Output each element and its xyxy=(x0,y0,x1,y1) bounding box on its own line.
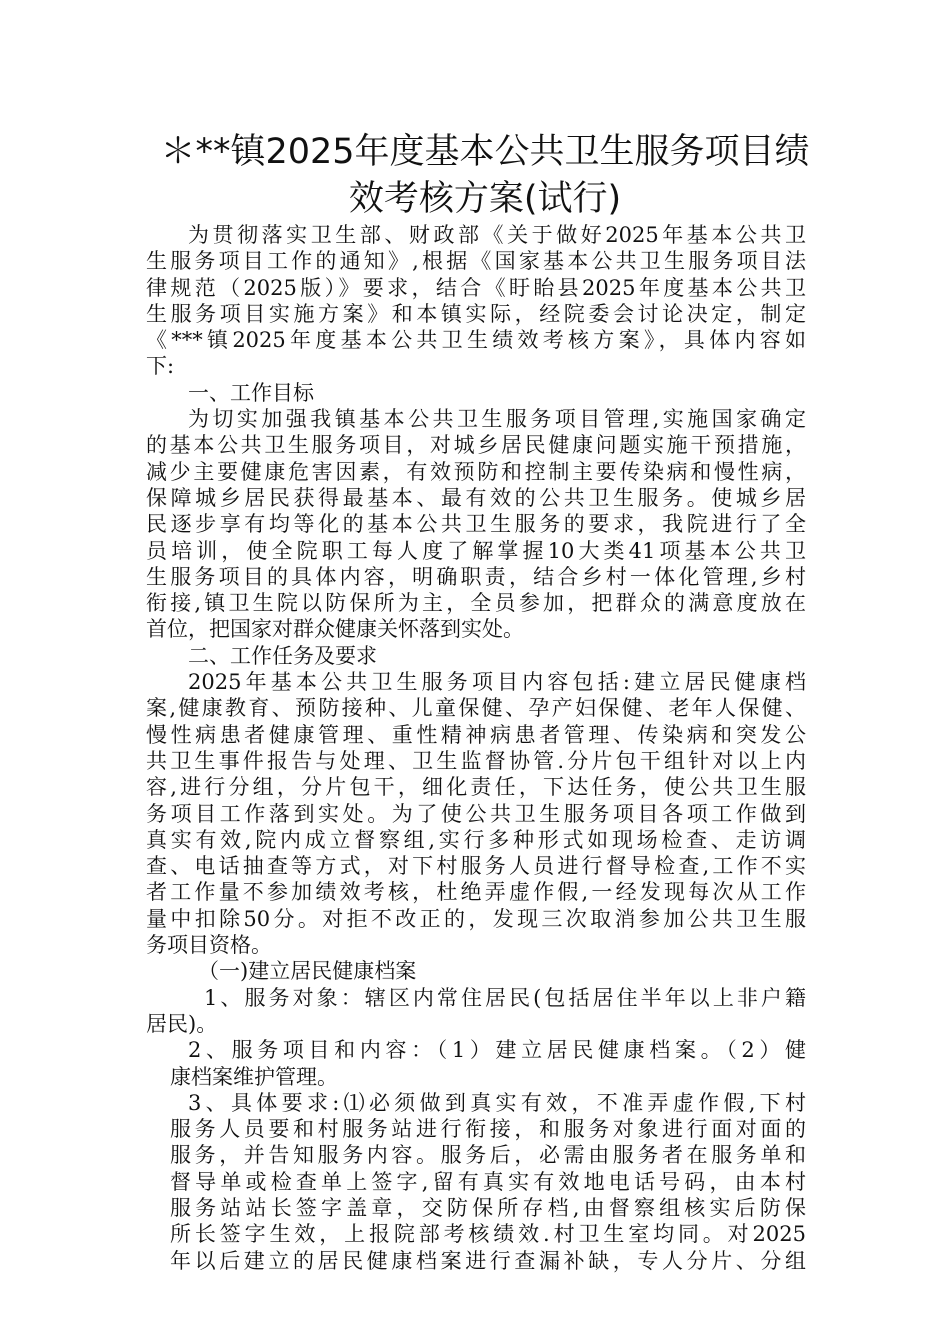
document-body xyxy=(146,222,806,1274)
text-line: 民逐步享有均等化的基本公共卫生服务的要求，我院进行了全 xyxy=(146,512,806,537)
item-3-paragraph xyxy=(146,1090,806,1274)
text-line: 《***镇2025年度基本公共卫生绩效考核方案》，具体内容如 xyxy=(146,328,806,353)
text-line: 首位，把国家对群众健康关怀落到实处。 xyxy=(146,617,524,642)
text-line: 衔接,镇卫生院以防保所为主，全员参加，把群众的满意度放在 xyxy=(146,591,806,616)
text-line: 居民)。 xyxy=(146,1011,218,1036)
text-line: 所长签字生效，上报院部考核绩效.村卫生室均同。对2025 xyxy=(170,1222,806,1247)
document-title-line-1: ＊**镇2025年度基本公共卫生服务项目绩 xyxy=(160,132,810,172)
text-line: 案,健康教育、预防接种、儿童保健、孕产妇保健、老年人保健、 xyxy=(146,696,806,721)
item-1-paragraph xyxy=(146,985,806,1038)
text-line: 减少主要健康危害因素，有效预防和控制主要传染病和慢性病， xyxy=(146,459,806,484)
text-line: 务项目资格。 xyxy=(146,933,272,958)
text-line: 生服务项目的具体内容，明确职责，结合乡村一体化管理,乡村 xyxy=(146,564,806,589)
text-line: 2、服务项目和内容：（1）建立居民健康档案。（2）健 xyxy=(188,1038,806,1063)
subsection-heading: （一)建立居民健康档案 xyxy=(198,959,417,984)
text-line: 律规范（2025版）》要求，结合《盱眙县2025年度基本公共卫 xyxy=(146,275,806,300)
text-line: 容,进行分组，分片包干，细化责任，下达任务，使公共卫生服 xyxy=(146,775,806,800)
text-line: 2025年基本公共卫生服务项目内容包括:建立居民健康档 xyxy=(188,670,806,695)
text-line: 者工作量不参加绩效考核，杜绝弄虚作假,一经发现每次从工作 xyxy=(146,880,806,905)
text-line: 生服务项目工作的通知》,根据《国家基本公共卫生服务项目法 xyxy=(146,249,806,274)
text-line: 务项目工作落到实处。为了使公共卫生服务项目各项工作做到 xyxy=(146,801,806,826)
section-heading-2: 二、工作任务及要求 xyxy=(188,643,377,668)
text-line: 下: xyxy=(146,354,175,379)
text-line: 查、电话抽查等方式，对下村服务人员进行督导检查,工作不实 xyxy=(146,854,806,879)
section-2-paragraph xyxy=(146,669,806,958)
text-line: 保障城乡居民获得最基本、最有效的公共卫生服务。使城乡居 xyxy=(146,485,806,510)
section-heading-1: 一、工作目标 xyxy=(188,380,314,405)
text-line: 督导单或检查单上签字,留有真实有效地电话号码，由本村 xyxy=(170,1169,806,1194)
text-line: 慢性病患者健康管理、重性精神病患者管理、传染病和突发公 xyxy=(146,722,806,747)
text-line: 的基本公共卫生服务项目，对城乡居民健康问题实施干预措施， xyxy=(146,433,806,458)
section-1-paragraph xyxy=(146,406,806,643)
text-line: 服务站站长签字盖章，交防保所存档,由督察组核实后防保 xyxy=(170,1195,806,1220)
text-line: 服务人员要和村服务站进行衔接，和服务对象进行面对面的 xyxy=(170,1117,806,1142)
document-title-line-2: 效考核方案(试行) xyxy=(348,179,622,219)
text-line: 为贯彻落实卫生部、财政部《关于做好2025年基本公共卫 xyxy=(188,223,806,247)
text-line: 年以后建立的居民健康档案进行查漏补缺，专人分片、分组 xyxy=(170,1248,806,1273)
text-line: 1、服务对象：辖区内常住居民(包括居住半年以上非户籍 xyxy=(204,985,806,1010)
intro-paragraph xyxy=(146,222,806,380)
text-line: 生服务项目实施方案》和本镇实际，经院委会讨论决定，制定 xyxy=(146,301,806,326)
item-2-paragraph xyxy=(146,1037,806,1090)
text-line: 真实有效,院内成立督察组,实行多种形式如现场检查、走访调 xyxy=(146,827,806,852)
text-line: 员培训，使全院职工每人度了解掌握10大类41项基本公共卫 xyxy=(146,538,806,563)
text-line: 为切实加强我镇基本公共卫生服务项目管理,实施国家确定 xyxy=(188,407,806,432)
text-line: 共卫生事件报告与处理、卫生监督协管.分片包干组针对以上内 xyxy=(146,748,806,773)
text-line: 康档案维护管理。 xyxy=(170,1064,338,1089)
text-line: 3、具体要求:⑴必须做到真实有效，不准弄虚作假,下村 xyxy=(188,1090,806,1115)
text-line: 量中扣除50分。对拒不改正的，发现三次取消参加公共卫生服 xyxy=(146,906,806,931)
text-line: 服务，并告知服务内容。服务后，必需由服务者在服务单和 xyxy=(170,1143,806,1168)
